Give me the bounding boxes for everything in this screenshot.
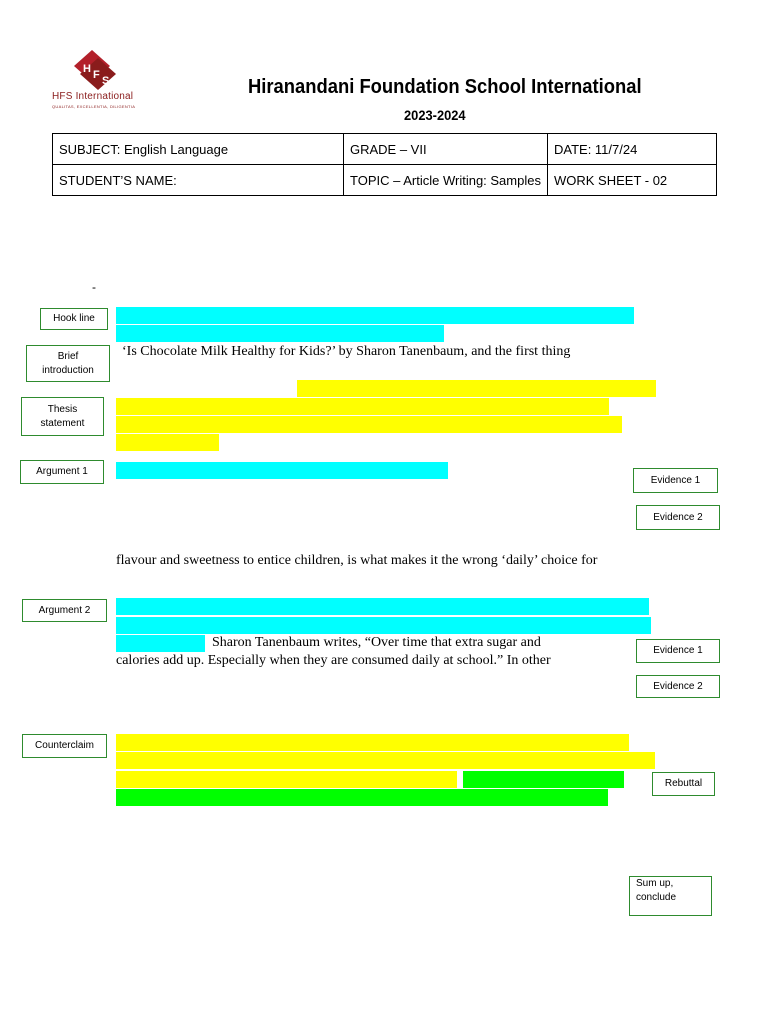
academic-year: 2023-2024 — [404, 107, 466, 123]
counterclaim-highlight-3 — [116, 771, 457, 788]
argument2-highlight-3 — [116, 635, 205, 652]
thesis-highlight-3 — [116, 416, 622, 433]
svg-text:F: F — [93, 69, 100, 81]
subject-cell: SUBJECT: English Language — [53, 134, 344, 165]
argument2-text-line-2: calories add up. Especially when they are consumed daily at school.” In other — [116, 653, 551, 668]
rebuttal-highlight-1 — [463, 771, 624, 788]
argument2-text-line-1: Sharon Tanenbaum writes, “Over time that extra sugar and — [212, 635, 541, 650]
school-name: Hiranandani Foundation School International — [248, 76, 642, 98]
label-counterclaim: Counterclaim — [22, 734, 107, 758]
hfs-logo-icon — [66, 46, 120, 94]
label-argument-2: Argument 2 — [22, 599, 107, 622]
counterclaim-highlight-1 — [116, 734, 629, 751]
intro-text-line: ‘Is Chocolate Milk Healthy for Kids?’ by Sharon Tanenbaum, and the first thing — [122, 344, 571, 359]
student-name-cell: STUDENT’S NAME: — [53, 165, 344, 196]
hook-highlight-1 — [116, 307, 634, 324]
thesis-highlight-4 — [116, 434, 219, 451]
topic-cell: TOPIC – Article Writing: Samples — [344, 165, 548, 196]
svg-text:S: S — [102, 75, 110, 87]
rebuttal-highlight-2 — [116, 789, 608, 806]
info-table — [52, 133, 717, 196]
argument2-highlight-1 — [116, 598, 649, 615]
argument2-highlight-2 — [116, 617, 651, 634]
label-evidence-1a: Evidence 1 — [633, 468, 718, 493]
argument1-text-line: flavour and sweetness to entice children, is what makes it the wrong ‘daily’ choice for — [116, 553, 598, 568]
logo-name: HFS International — [52, 91, 134, 102]
label-thesis-statement: Thesis statement — [21, 397, 104, 436]
label-sum-up-conclude: Sum up, conclude — [629, 876, 712, 916]
thesis-highlight-2 — [116, 398, 609, 415]
counterclaim-highlight-2 — [116, 752, 655, 769]
dash-mark: - — [92, 280, 96, 294]
grade-cell: GRADE – VII — [344, 134, 548, 165]
label-argument-1: Argument 1 — [20, 460, 104, 484]
label-evidence-2a: Evidence 2 — [636, 505, 720, 530]
worksheet-cell: WORK SHEET - 02 — [547, 165, 716, 196]
argument1-highlight — [116, 462, 448, 479]
label-hook-line: Hook line — [40, 308, 108, 330]
info-row-2 — [53, 165, 717, 196]
label-evidence-1b: Evidence 1 — [636, 639, 720, 663]
thesis-highlight-1 — [297, 380, 656, 397]
label-brief-introduction: Brief introduction — [26, 345, 110, 382]
date-cell: DATE: 11/7/24 — [547, 134, 716, 165]
label-evidence-2b: Evidence 2 — [636, 675, 720, 698]
logo-tagline: QUALITAS, EXCELLENTIA, DILIGENTIA — [52, 104, 136, 109]
label-rebuttal: Rebuttal — [652, 772, 715, 796]
info-row-1 — [53, 134, 717, 165]
svg-text:H: H — [83, 63, 91, 75]
hook-highlight-2 — [116, 325, 444, 342]
